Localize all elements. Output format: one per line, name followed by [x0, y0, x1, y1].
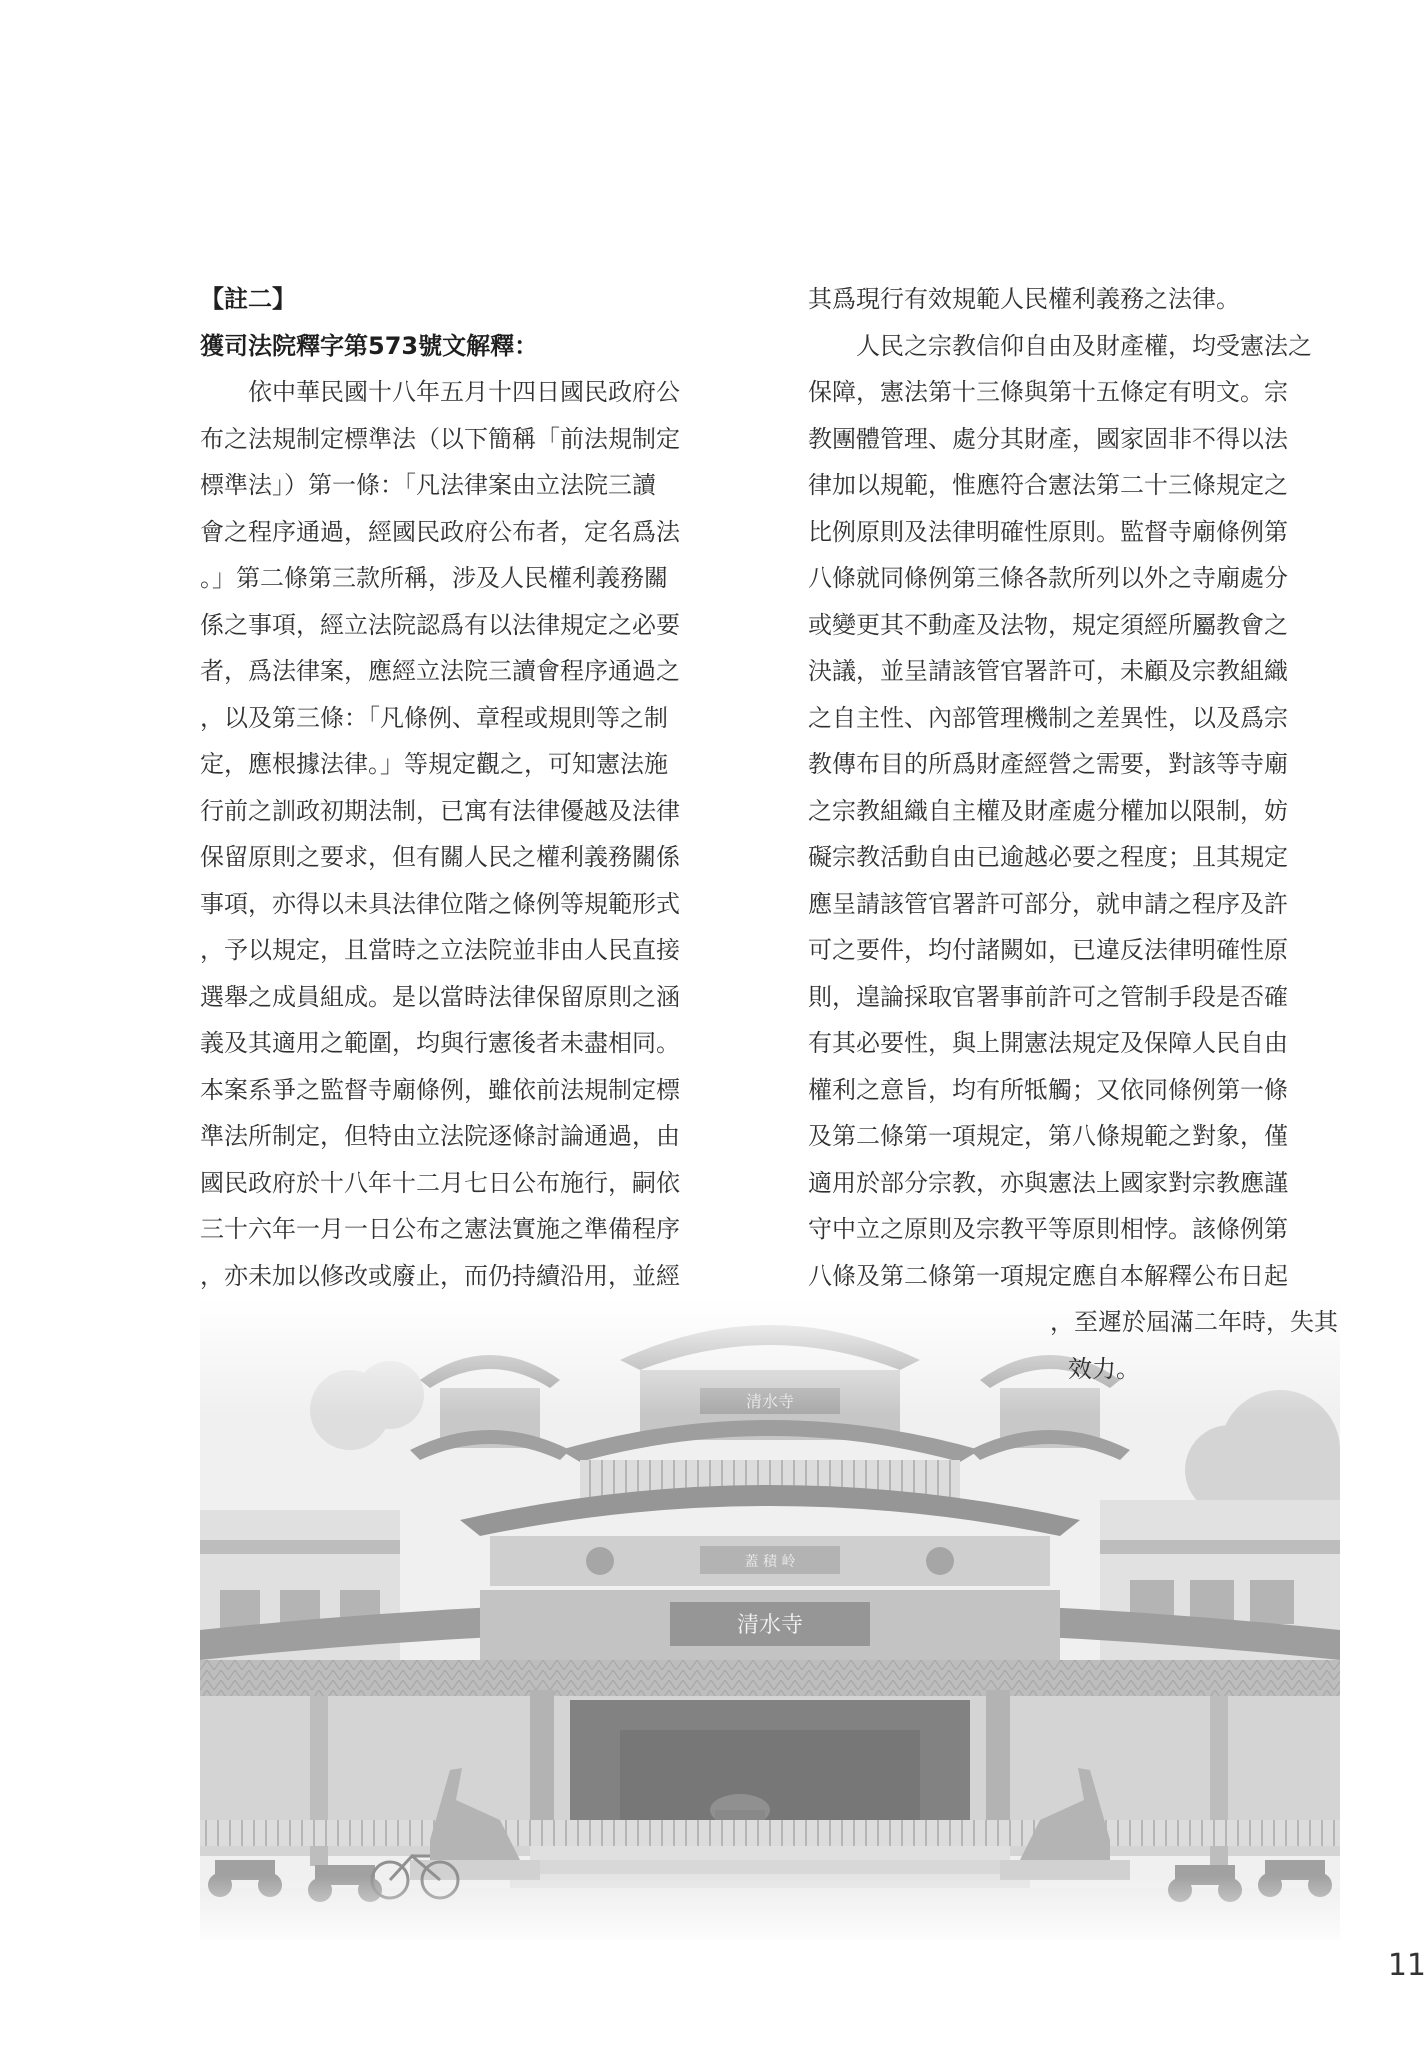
interpretation-subheading: 獲司法院釋字第573號文解釋：: [200, 331, 539, 360]
left-line: 布之法規制定標準法（以下簡稱「前法規制定: [200, 424, 680, 453]
right-line: 礙宗教活動自由已逾越必要之程度；且其規定: [808, 843, 1288, 871]
right-line: ，至遲於屆滿二年時，失其: [1050, 1308, 1338, 1336]
left-line: 者，爲法律案，應經立法院三讀會程序通過之: [200, 657, 680, 685]
right-line: 效力。: [1068, 1354, 1140, 1383]
left-line: 事項，亦得以未具法律位階之條例等規範形式: [200, 889, 680, 918]
left-line: 三十六年一月一日公布之憲法實施之準備程序: [200, 1215, 680, 1243]
left-line: 選舉之成員組成。是以當時法律保留原則之涵: [200, 982, 680, 1011]
left-line: 標準法」）第一條：「凡法律案由立法院三讀: [200, 471, 656, 499]
right-line: 應呈請該管官署許可部分，就申請之程序及許: [808, 889, 1288, 918]
right-line: 或變更其不動產及法物，規定須經所屬教會之: [808, 610, 1288, 639]
right-line: 教傳布目的所爲財產經營之需要，對該等寺廟: [808, 750, 1288, 778]
right-line: 決議，並呈請該管官署許可，未顧及宗教組織: [808, 657, 1288, 685]
right-line: 律加以規範，惟應符合憲法第二十三條規定之: [808, 471, 1288, 499]
left-line: ，亦未加以修改或廢止，而仍持續沿用，並經: [200, 1261, 680, 1290]
left-line: 。」第二條第三款所稱，涉及人民權利義務關: [200, 564, 668, 592]
right-line: 其爲現行有效規範人民權利義務之法律。: [808, 285, 1240, 313]
right-line: 有其必要性，與上開憲法規定及保障人民自由: [808, 1029, 1288, 1057]
right-line: 八條及第二條第一項規定應自本解釋公布日起: [808, 1261, 1288, 1290]
left-line: 依中華民國十八年五月十四日國民政府公: [248, 378, 680, 406]
right-line: 權利之意旨，均有所牴觸；又依同條例第一條: [808, 1075, 1288, 1104]
right-line: 之自主性、內部管理機制之差異性，以及爲宗: [808, 703, 1288, 732]
right-line: 八條就同條例第三條各款所列以外之寺廟處分: [808, 564, 1288, 592]
left-line: 保留原則之要求，但有關人民之權利義務關係: [200, 843, 680, 871]
left-line: 義及其適用之範圍，均與行憲後者未盡相同。: [200, 1029, 680, 1057]
left-line: ，以及第三條：「凡條例、章程或規則等之制: [200, 703, 668, 732]
right-line: 教團體管理、處分其財產，國家固非不得以法: [808, 424, 1288, 453]
left-line: 本案系爭之監督寺廟條例，雖依前法規制定標: [200, 1075, 680, 1104]
left-line: 會之程序通過，經國民政府公布者，定名爲法: [200, 517, 680, 546]
right-line: 及第二條第一項規定，第八條規範之對象，僅: [808, 1122, 1288, 1150]
right-line: 之宗教組織自主權及財產處分權加以限制，妨: [808, 796, 1288, 825]
right-line: 比例原則及法律明確性原則。監督寺廟條例第: [808, 517, 1288, 546]
right-line: 適用於部分宗教，亦與憲法上國家對宗教應謹: [808, 1168, 1288, 1197]
right-line: 可之要件，均付諸闕如，已違反法律明確性原: [808, 936, 1288, 964]
right-line: 保障，憲法第十三條與第十五條定有明文。宗: [808, 378, 1288, 406]
right-line: 守中立之原則及宗教平等原則相悖。該條例第: [808, 1215, 1288, 1243]
left-line: 國民政府於十八年十二月七日公布施行，嗣依: [200, 1168, 680, 1197]
note-heading: 【註二】: [200, 285, 296, 313]
left-line: 定，應根據法律。」等規定觀之，可知憲法施: [200, 750, 668, 778]
right-line: 人民之宗教信仰自由及財產權，均受憲法之: [856, 331, 1312, 360]
left-line: 行前之訓政初期法制，已寓有法律優越及法律: [200, 796, 680, 825]
left-line: 係之事項，經立法院認爲有以法律規定之必要: [200, 610, 680, 639]
left-line: 準法所制定，但特由立法院逐條討論通過，由: [200, 1122, 680, 1150]
right-text-column: [808, 276, 1338, 1392]
left-line: ，予以規定，且當時之立法院並非由人民直接: [200, 936, 680, 964]
page-number: 11: [1387, 1948, 1426, 1983]
temple-photo: [200, 1300, 1340, 1940]
right-line: 則，遑論採取官署事前許可之管制手段是否確: [808, 982, 1288, 1011]
